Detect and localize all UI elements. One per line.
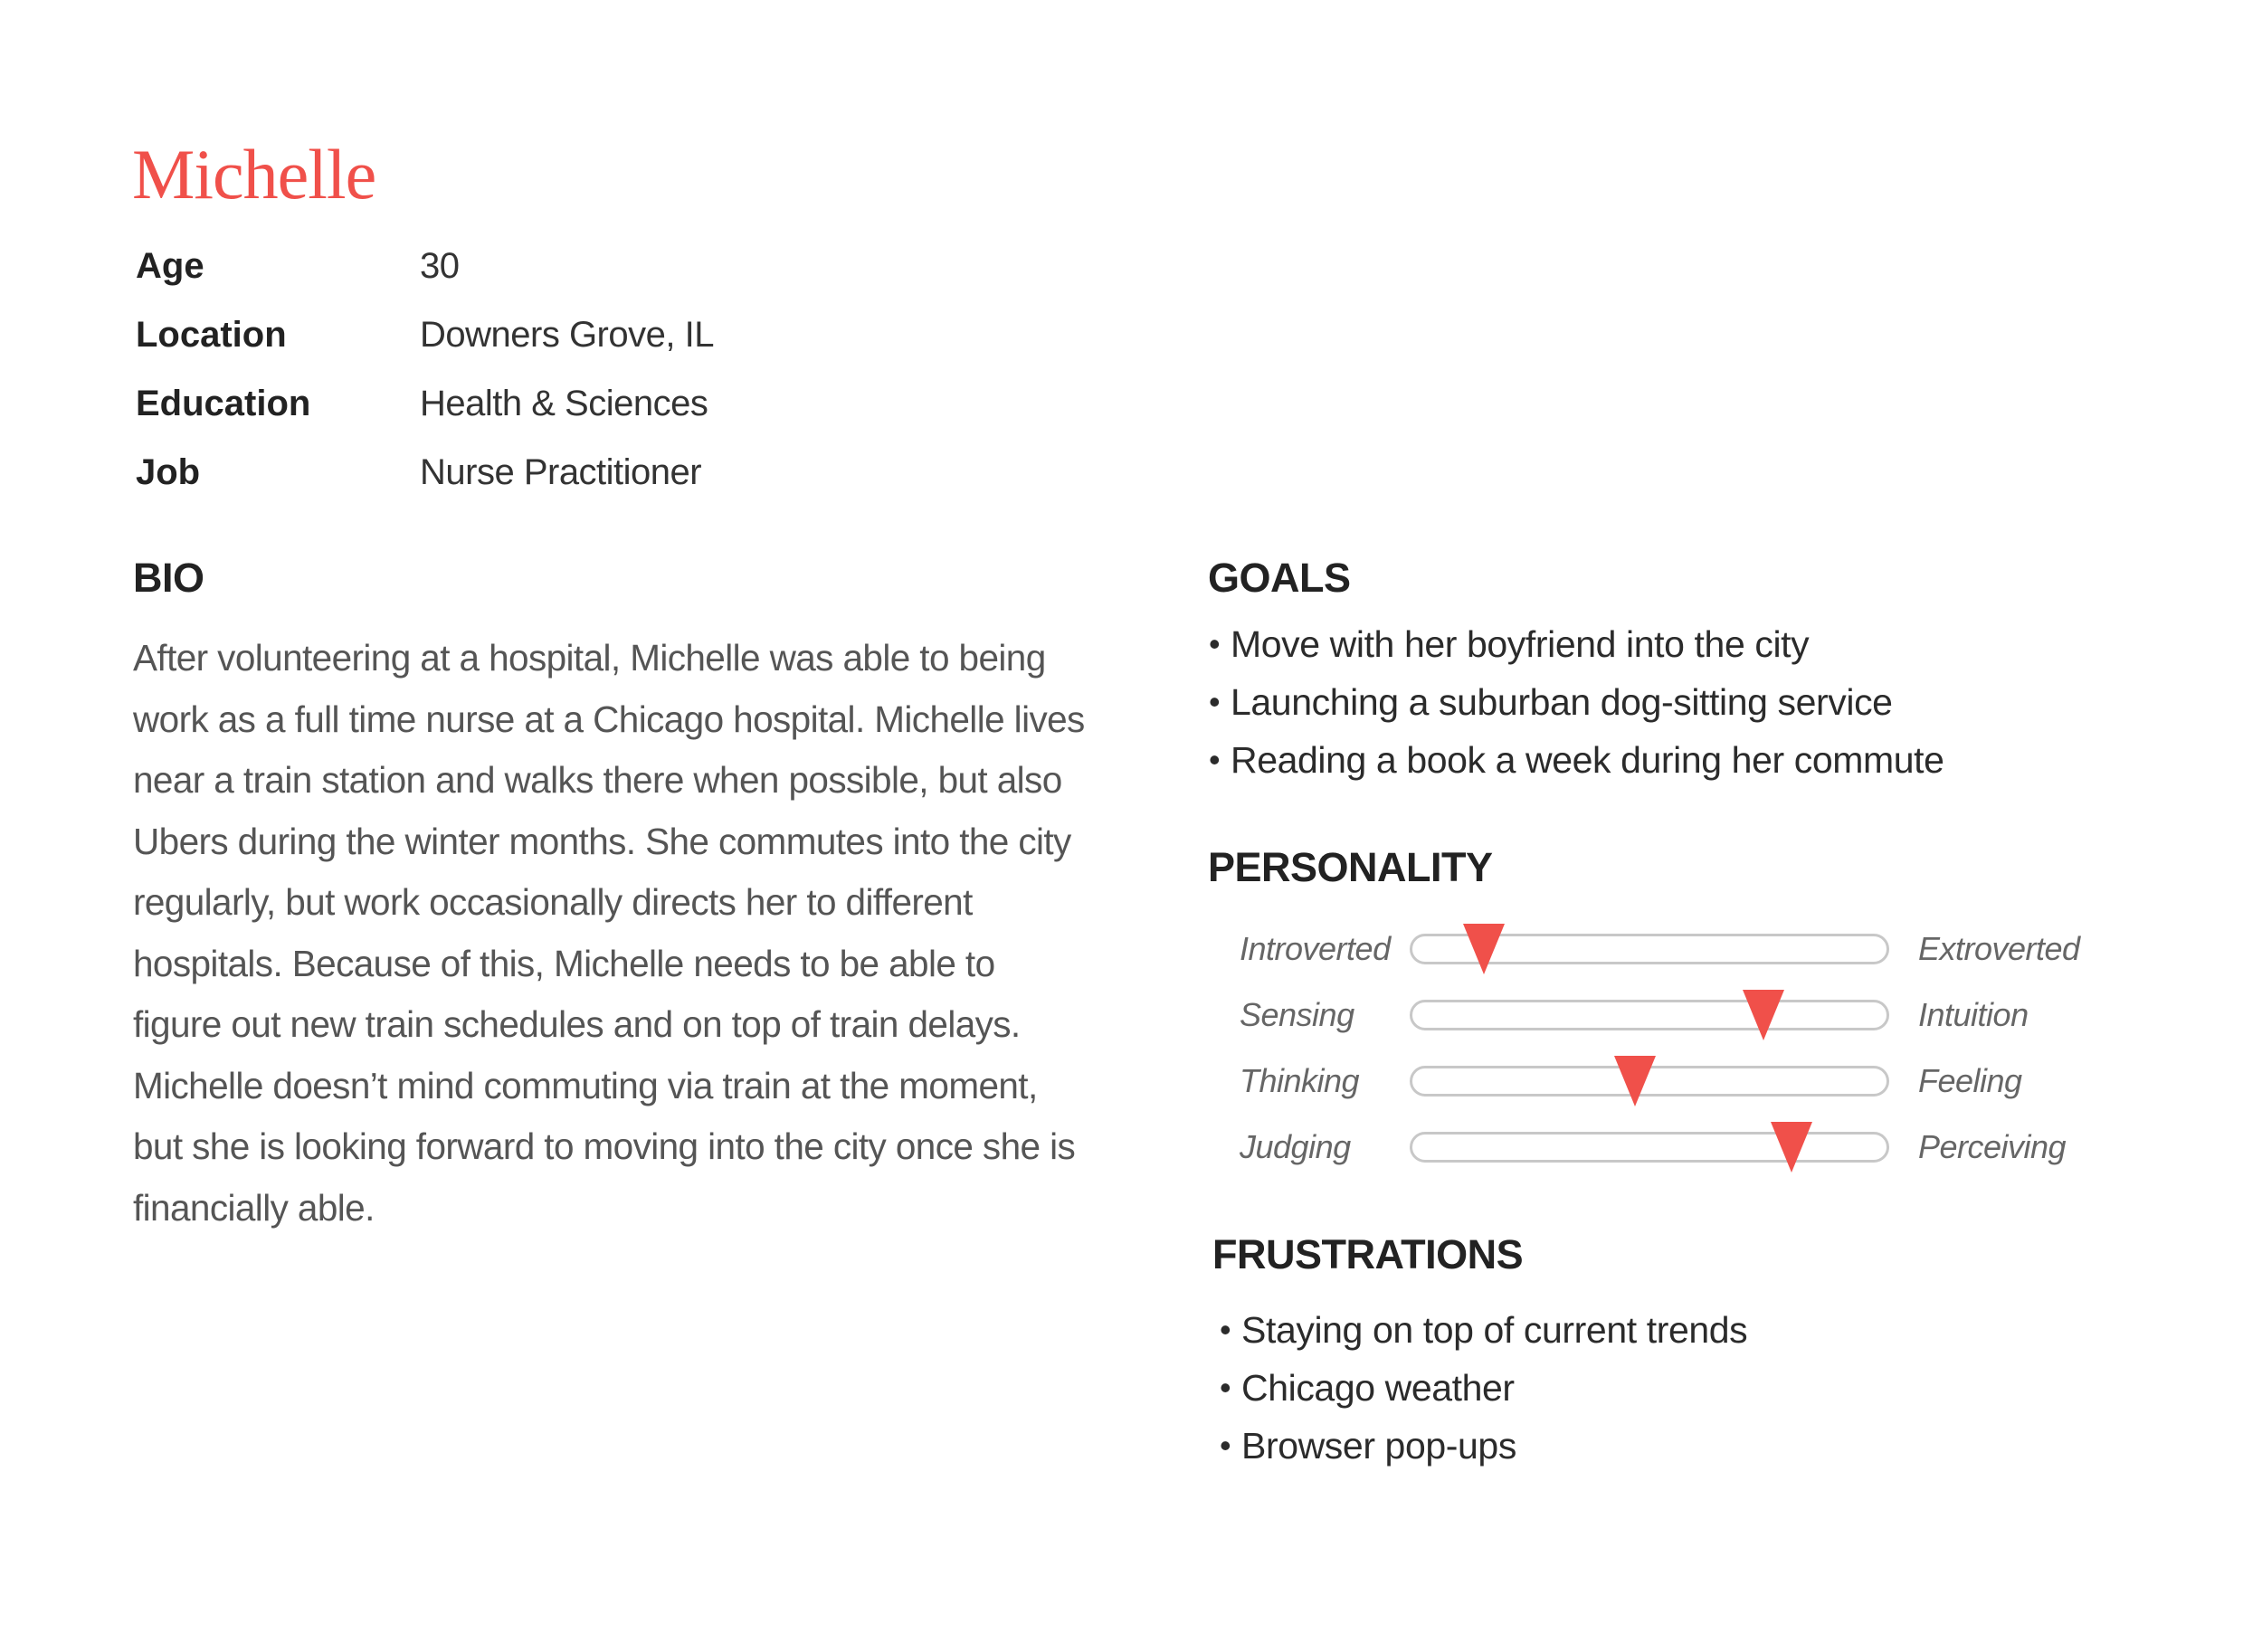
scale-marker-icon (1743, 990, 1784, 1040)
personality-scale-judging-perceiving (1240, 1123, 2099, 1177)
info-value: Downers Grove, IL (420, 314, 714, 355)
trait-left-label: Sensing (1240, 996, 1354, 1033)
frustration-text: Chicago weather (1241, 1366, 1515, 1409)
bullet-icon: • (1220, 1369, 1231, 1406)
trait-right-label: Extroverted (1918, 930, 2080, 967)
bullet-icon: • (1209, 625, 1221, 662)
info-row-education (136, 369, 860, 438)
scale-marker-icon (1771, 1122, 1812, 1173)
info-row-age (136, 232, 860, 300)
frustrations-list (1220, 1301, 1747, 1475)
info-value: Health & Sciences (420, 383, 708, 423)
info-row-location (136, 300, 860, 369)
list-item (1209, 615, 1944, 673)
info-label: Location (136, 314, 287, 355)
trait-right-label: Perceiving (1918, 1128, 2067, 1165)
scale-marker-icon (1614, 1056, 1656, 1106)
bullet-icon: • (1220, 1427, 1231, 1464)
trait-right-label: Intuition (1918, 996, 2029, 1033)
personality-scale-introverted-extroverted (1240, 925, 2099, 979)
info-value: Nurse Practitioner (420, 451, 702, 492)
goal-text: Reading a book a week during her commute (1231, 738, 1944, 781)
trait-left-label: Thinking (1240, 1062, 1360, 1099)
scale-marker-icon (1463, 924, 1505, 974)
info-label: Age (136, 245, 204, 286)
bio-text: After volunteering at a hospital, Michelle was able to being work as a full time nurse at a Chicago hospital. Michelle lives near a train station and walks there when possible, but also Ubers during the winter months. She commutes into the city regularly, but work occasionally directs her to different hospitals. Because of this, Michelle needs to be able to figure out new train schedules and on top of train delays. Michelle doesn’t mind commuting via train at the moment, but she is looking forward to moving into the city once she is financially able. (133, 637, 1085, 1229)
personality-scale-thinking-feeling (1240, 1057, 2099, 1111)
bullet-icon: • (1220, 1311, 1231, 1348)
personality-scale-sensing-intuition (1240, 991, 2099, 1045)
info-value: 30 (420, 245, 460, 286)
goal-text: Move with her boyfriend into the city (1231, 622, 1810, 665)
info-label: Job (136, 451, 201, 492)
goal-text: Launching a suburban dog-sitting service (1231, 680, 1893, 723)
bullet-icon: • (1209, 741, 1221, 778)
list-item (1220, 1417, 1747, 1475)
scale-track (1410, 1132, 1889, 1163)
persona-name: Michelle (132, 135, 376, 214)
goals-title: GOALS (1208, 555, 1351, 601)
persona-info (136, 232, 860, 507)
goals-list (1209, 615, 1944, 789)
list-item (1220, 1359, 1747, 1417)
personality-title: PERSONALITY (1208, 844, 1493, 890)
frustration-text: Browser pop-ups (1241, 1424, 1516, 1467)
scale-track (1410, 1066, 1889, 1097)
list-item (1209, 731, 1944, 789)
scale-track (1410, 1000, 1889, 1030)
frustration-text: Staying on top of current trends (1241, 1308, 1748, 1351)
trait-left-label: Judging (1240, 1128, 1351, 1165)
info-row-job (136, 438, 860, 507)
info-label: Education (136, 383, 311, 423)
trait-right-label: Feeling (1918, 1062, 2022, 1099)
bio-title: BIO (133, 555, 204, 601)
frustrations-title: FRUSTRATIONS (1212, 1231, 1524, 1277)
bullet-icon: • (1209, 683, 1221, 720)
list-item (1209, 673, 1944, 731)
list-item (1220, 1301, 1747, 1359)
scale-track (1410, 934, 1889, 964)
trait-left-label: Introverted (1240, 930, 1391, 967)
